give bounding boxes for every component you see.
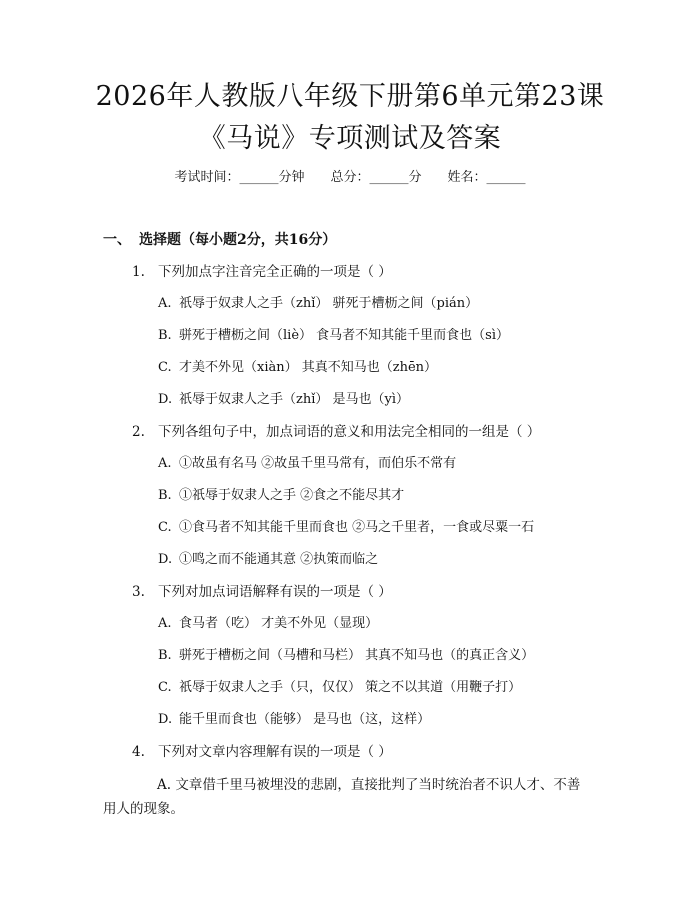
question-number: 3. <box>132 584 145 600</box>
option-letter: A. <box>158 296 172 311</box>
option-letter: D. <box>158 552 173 567</box>
question-stem <box>132 582 392 602</box>
answer-option <box>158 710 430 730</box>
option-text: ①食马者不知其能千里而食也 ②马之千里者，一食或尽粟一石 <box>179 520 535 535</box>
question-stem <box>132 422 540 442</box>
total-score-field: 总分：______分 <box>330 170 422 185</box>
option-text: 食马者（吃） 才美不外见（显现） <box>179 616 379 631</box>
question-number: 1. <box>132 264 145 280</box>
option-letter: A. <box>158 456 172 471</box>
option-text: 骈死于槽枥之间（liè） 食马者不知其能千里而食也（sì） <box>179 328 509 343</box>
question-text: 下列各组句子中，加点词语的意义和用法完全相同的一组是（ ） <box>158 424 541 440</box>
option-paragraph: A. 文章借千里马被埋没的悲剧，直接批判了当时统治者不识人才、不善用人的现象。 <box>103 777 581 817</box>
section-title: 选择题（每小题2分，共16分） <box>139 232 337 248</box>
option-text: 能千里而食也（能够） 是马也（这，这样） <box>179 712 431 727</box>
option-letter: B. <box>158 328 172 343</box>
exam-title-line-1: 2026年人教版八年级下册第6单元第23课 <box>95 81 605 112</box>
question-number: 2. <box>132 424 145 440</box>
answer-option <box>158 518 534 538</box>
answer-option <box>158 294 478 314</box>
question-stem <box>132 742 392 762</box>
exam-meta <box>0 168 700 188</box>
answer-option <box>158 390 409 410</box>
option-text: 祇辱于奴隶人之手（只，仅仅） 策之不以其道（用鞭子打） <box>179 680 522 695</box>
answer-option <box>158 486 404 506</box>
answer-option <box>158 326 509 346</box>
option-letter: D. <box>158 712 173 727</box>
section-number: 一、 <box>103 232 131 248</box>
answer-option <box>158 678 521 698</box>
answer-option <box>158 550 378 570</box>
option-letter: D. <box>158 392 173 407</box>
option-text: 祇辱于奴隶人之手（zhǐ） 骈死于槽枥之间（pián） <box>179 296 479 311</box>
exam-time-field: 考试时间：______分钟 <box>174 170 305 185</box>
answer-option <box>158 646 534 666</box>
option-text: 祇辱于奴隶人之手（zhǐ） 是马也（yì） <box>179 392 410 407</box>
option-text: ①祇辱于奴隶人之手 ②食之不能尽其才 <box>179 488 405 503</box>
student-name-field: 姓名：______ <box>447 170 526 185</box>
exam-title-line-2: 《马说》专项测试及答案 <box>198 123 502 154</box>
option-letter: C. <box>158 520 172 535</box>
option-text: 骈死于槽枥之间（马槽和马栏） 其真不知马也（的真正含义） <box>179 648 535 663</box>
option-letter: B. <box>158 648 172 663</box>
option-text: 才美不外见（xiàn） 其真不知马也（zhēn） <box>179 360 438 375</box>
option-letter: C. <box>158 680 172 695</box>
answer-option <box>158 358 437 378</box>
question-text: 下列对文章内容理解有误的一项是（ ） <box>158 744 392 760</box>
question-number: 4. <box>132 744 145 760</box>
section-heading <box>103 230 336 250</box>
answer-option <box>158 614 378 634</box>
question-text: 下列对加点词语解释有误的一项是（ ） <box>158 584 392 600</box>
answer-option <box>158 454 456 474</box>
option-letter: A. <box>158 616 172 631</box>
option-text: ①鸣之而不能通其意 ②执策而临之 <box>179 552 379 567</box>
option-text: ①故虽有名马 ②故虽千里马常有，而伯乐不常有 <box>179 456 457 471</box>
option-letter: C. <box>158 360 172 375</box>
option-letter: B. <box>158 488 172 503</box>
question-text: 下列加点字注音完全正确的一项是（ ） <box>158 264 392 280</box>
question-stem <box>132 262 392 282</box>
